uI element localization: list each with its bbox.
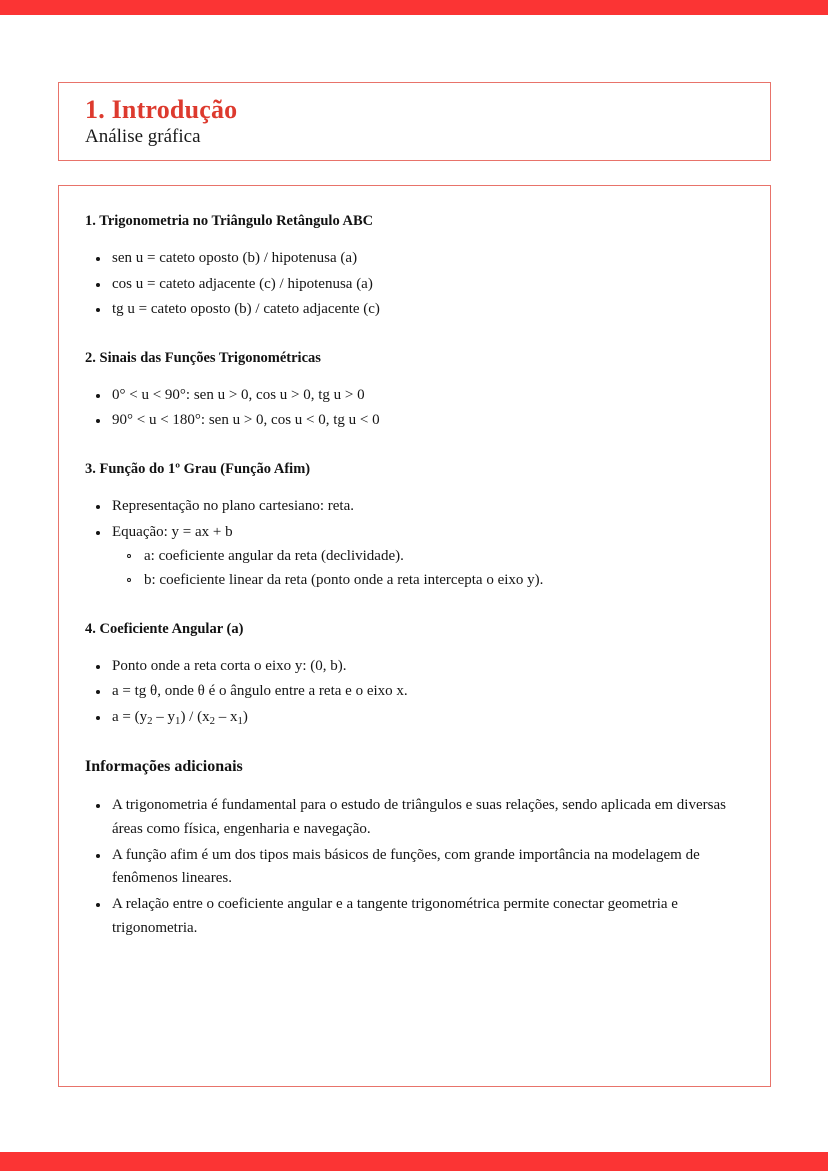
section-coeficiente-angular [85,620,742,730]
list-item-text: 90° < u < 180°: sen u > 0, cos u < 0, tg u < 0 [112,412,380,429]
sub-list-item [112,569,742,593]
list-item-text: Ponto onde a reta corta o eixo y: (0, b). [112,657,347,674]
section-heading: 2. Sinais das Funções Trigonométricas [85,349,321,366]
section-informacoes-adicionais [85,757,742,941]
formula-mid-2: ) / (x [180,708,210,725]
formula-sub-2: 1 [175,714,181,727]
list-item [85,495,742,519]
list-item-text: tg u = cateto oposto (b) / cateto adjacente (c) [112,301,380,318]
list-item [85,409,742,433]
list-item-text: a = tg θ, onde θ é o ângulo entre a reta e o eixo x. [112,683,408,700]
formula-mid-3: – x [215,708,238,725]
slope-formula [112,706,742,730]
bullet-list [85,794,742,940]
list-item-text: cos u = cateto adjacente (c) / hipotenusa (a) [112,275,373,292]
sub-list-item [112,545,742,569]
list-item-text: A trigonometria é fundamental para o estudo de triângulos e suas relações, sendo aplicada em diversas áreas como física, engenharia e navegação. [112,797,726,838]
list-item-formula [85,706,742,730]
list-item [85,893,742,940]
bullet-list [85,655,742,730]
sub-list-item-text: a: coeficiente angular da reta (declividade). [144,548,404,565]
sub-bullet-list [112,545,742,592]
sub-list-item-text: b: coeficiente linear da reta (ponto onde a reta intercepta o eixo y). [144,572,544,589]
top-accent-bar [0,0,828,15]
list-item [85,384,742,408]
formula-sub-4: 1 [237,714,243,727]
formula-mid-1: – y [152,708,176,725]
formula-suffix: ) [242,708,248,725]
header-content [59,83,770,149]
section-heading: Informações adicionais [85,757,243,775]
formula-sub-1: 2 [147,714,153,727]
bullet-list [85,247,742,322]
section-trigonometria-triangulo [85,212,742,322]
list-item [85,794,742,841]
bullet-list [85,384,742,433]
content-box [58,185,771,1087]
formula-prefix: a = (y [112,708,148,725]
list-item-text: Representação no plano cartesiano: reta. [112,497,354,514]
list-item [85,844,742,891]
list-item [85,655,742,679]
list-item-text: A função afim é um dos tipos mais básicos de funções, com grande importância na modelagem de fenômenos lineares. [112,846,700,887]
list-item-text: Equação: y = ax + b [112,523,233,540]
section-heading: 4. Coeficiente Angular (a) [85,620,244,637]
list-item [85,521,742,593]
content-body [59,186,770,941]
list-item [85,680,742,704]
list-item-text: A relação entre o coeficiente angular e a tangente trigonométrica permite conectar geometria e trigonometria. [112,896,678,936]
section-heading: 3. Função do 1º Grau (Função Afim) [85,461,311,478]
page-title: 1. Introdução [85,95,238,124]
section-funcao-primeiro-grau [85,460,742,593]
page-subtitle: Análise gráfica [85,126,201,148]
list-item-text: 0° < u < 90°: sen u > 0, cos u > 0, tg u > 0 [112,386,365,403]
header-box [58,82,771,161]
bottom-accent-bar [0,1152,828,1171]
list-item [85,247,742,271]
list-item-text: sen u = cateto oposto (b) / hipotenusa (a) [112,249,358,266]
section-heading: 1. Trigonometria no Triângulo Retângulo ABC [85,213,374,229]
bullet-list [85,495,742,593]
list-item [85,298,742,322]
section-sinais-funcoes [85,349,742,433]
list-item [85,273,742,297]
formula-sub-3: 2 [209,714,216,727]
